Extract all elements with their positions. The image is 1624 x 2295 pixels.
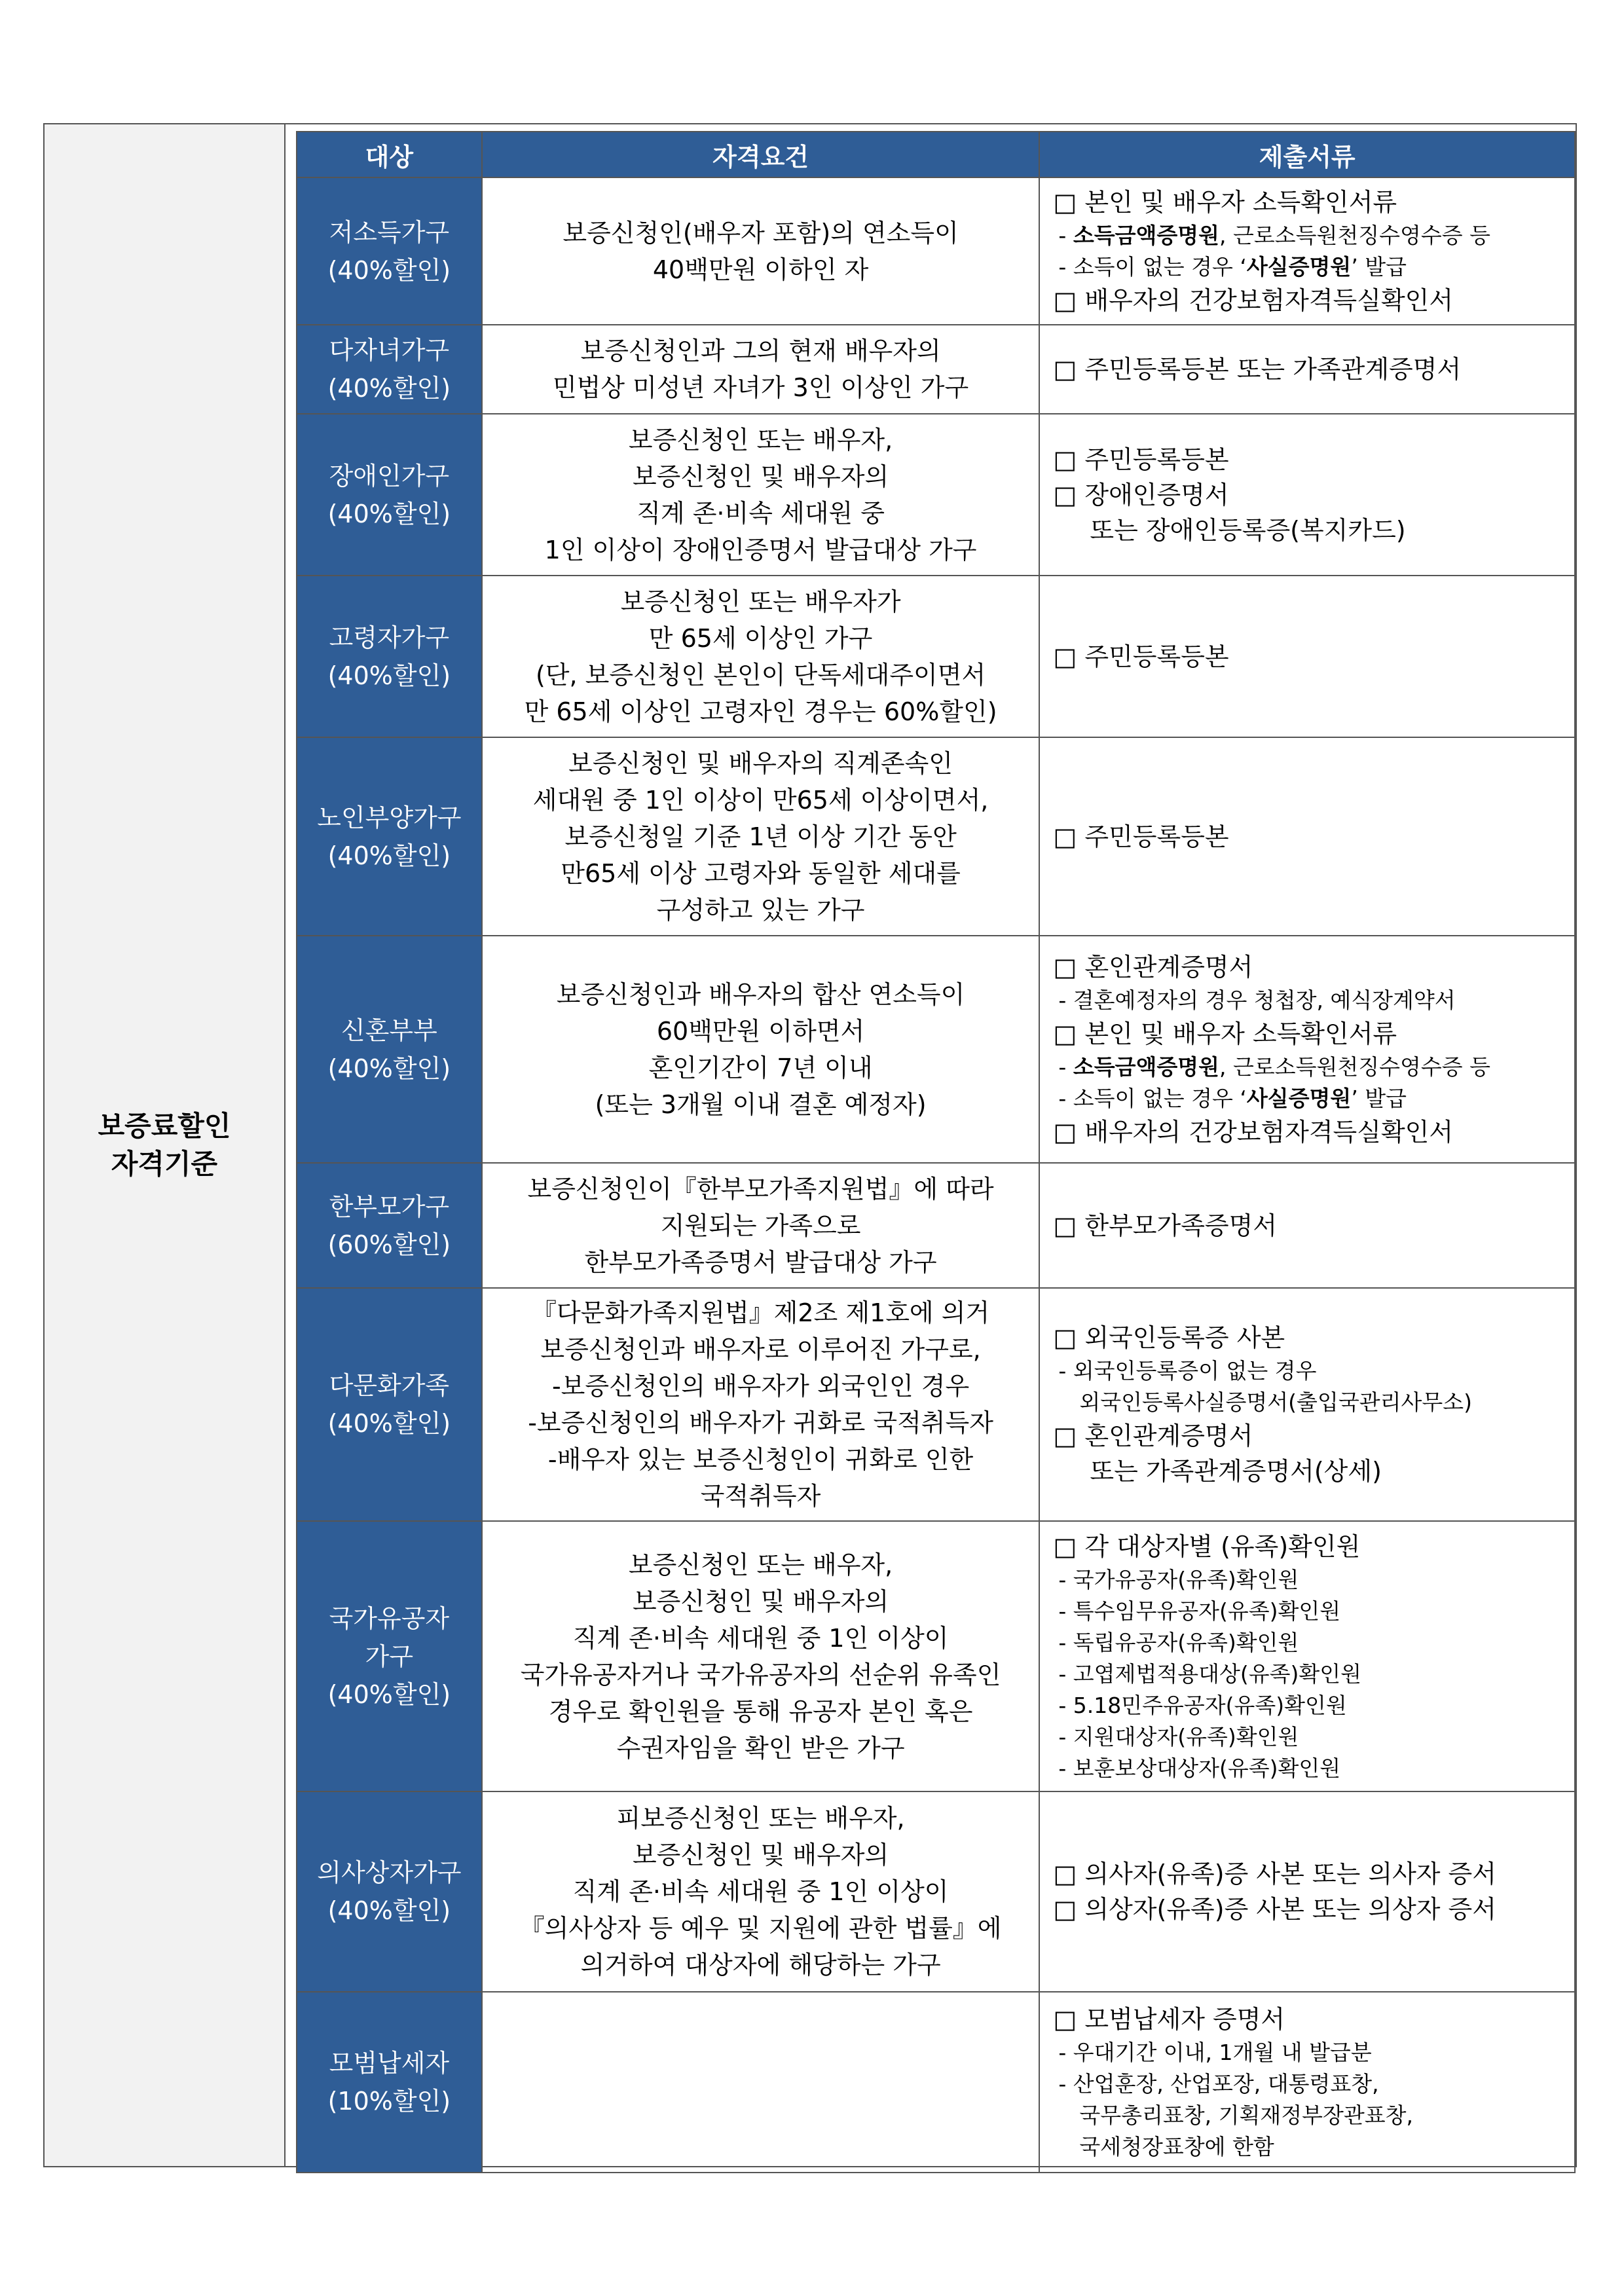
- target-label-line: 다자녀가구: [329, 336, 450, 365]
- document-checkbox-item: □ 본인 및 배우자 소득확인서류: [1053, 1019, 1397, 1048]
- document-checkbox-item: □ 주민등록등본 또는 가족관계증명서: [1053, 355, 1462, 384]
- requirement-cell: [482, 1992, 1040, 2173]
- requirement-line: 보증신청인 및 배우자의: [632, 1841, 889, 1869]
- requirement-cell: [482, 325, 1040, 414]
- documents-cell: [1039, 1163, 1575, 1288]
- document-detail-line: - 소득금액증명원, 근로소득원천징수영수증 등: [1058, 222, 1490, 248]
- requirement-line: 보증신청인 또는 배우자가: [620, 587, 901, 616]
- target-cell: [297, 936, 482, 1163]
- document-checkbox-item: □ 본인 및 배우자 소득확인서류: [1053, 187, 1397, 217]
- document-checkbox-item: □ 주민등록등본: [1053, 642, 1229, 671]
- document-detail-line: - 소득이 없는 경우 ‘사실증명원’ 발급: [1058, 1085, 1407, 1111]
- table-header-row: [297, 132, 1575, 177]
- requirement-cell: [482, 1163, 1040, 1288]
- table-row: [297, 1521, 1575, 1791]
- requirement-line: 구성하고 있는 가구: [656, 895, 865, 925]
- requirement-cell: [482, 1521, 1040, 1791]
- target-label-line: 모범납세자: [329, 2049, 450, 2078]
- requirement-line: 보증신청인 또는 배우자,: [628, 1550, 893, 1579]
- target-label-line: 고령자가구: [329, 623, 450, 652]
- documents-cell: [1039, 1288, 1575, 1521]
- target-label-line: 가구: [365, 1642, 414, 1671]
- requirement-line: 보증신청인과 배우자의 합산 연소득이: [556, 980, 965, 1009]
- requirement-line: 직계 존·비속 세대원 중: [637, 498, 885, 528]
- target-label-line: (40%할인): [327, 661, 451, 690]
- requirement-line: 지원되는 가족으로: [660, 1211, 861, 1240]
- target-cell: [297, 1992, 482, 2173]
- table-row: [297, 1992, 1575, 2173]
- document-checkbox-item: □ 배우자의 건강보험자격득실확인서: [1053, 1117, 1454, 1147]
- target-label-line: (40%할인): [327, 1409, 451, 1438]
- target-label-line: (40%할인): [327, 841, 451, 870]
- requirement-line: 피보증신청인 또는 배우자,: [616, 1804, 905, 1833]
- target-label-line: 저소득가구: [329, 217, 450, 247]
- requirement-line: 국가유공자거나 국가유공자의 선순위 유족인: [520, 1660, 1001, 1689]
- side-title: 보증료할인 자격기준: [98, 1110, 231, 1180]
- document-detail-line: - 결혼예정자의 경우 청첩장, 예식장계약서: [1058, 987, 1456, 1013]
- target-label-line: 신혼부부: [341, 1016, 437, 1045]
- document-detail-line: 외국인등록사실증명서(출입국관리사무소): [1079, 1389, 1472, 1415]
- target-label-line: 의사상자가구: [317, 1858, 462, 1887]
- document-detail-line: - 산업훈장, 산업포장, 대통령표창,: [1058, 2071, 1379, 2097]
- target-label-line: (60%할인): [327, 1230, 451, 1259]
- target-cell: [297, 1288, 482, 1521]
- requirement-cell: [482, 936, 1040, 1163]
- requirement-line: 보증신청인 및 배우자의: [632, 462, 889, 491]
- requirement-line: 국적취득자: [700, 1482, 821, 1511]
- requirement-line: 혼인기간이 7년 이내: [648, 1053, 873, 1082]
- document-detail-line: 국세청장표창에 한함: [1079, 2134, 1274, 2159]
- table-row: [297, 177, 1575, 325]
- side-header-cell: [45, 124, 286, 2166]
- requirement-line: 만65세 이상 고령자와 동일한 세대를: [561, 858, 961, 888]
- document-checkbox-item: □ 배우자의 건강보험자격득실확인서: [1053, 285, 1454, 315]
- requirement-line: 보증신청인 또는 배우자,: [628, 425, 893, 454]
- documents-cell: [1039, 1992, 1575, 2173]
- target-label-line: 장애인가구: [329, 461, 450, 490]
- table-row: [297, 737, 1575, 936]
- documents-cell: [1039, 1521, 1575, 1791]
- requirement-cell: [482, 576, 1040, 737]
- table-row: [297, 414, 1575, 576]
- requirement-cell: [482, 414, 1040, 576]
- document-detail-line: - 보훈보상대상자(유족)확인원: [1058, 1755, 1341, 1781]
- requirement-line: 수권자임을 확인 받은 가구: [616, 1733, 905, 1763]
- target-label-line: 한부모가구: [329, 1192, 450, 1221]
- target-cell: [297, 325, 482, 414]
- document-detail-line: - 소득금액증명원, 근로소득원천징수영수증 등: [1058, 1054, 1490, 1080]
- requirement-line: (또는 3개월 이내 결혼 예정자): [595, 1090, 927, 1119]
- document-detail-line: 또는 장애인등록증(복지카드): [1090, 515, 1406, 545]
- requirement-line: 보증신청일 기준 1년 이상 기간 동안: [564, 822, 957, 851]
- documents-cell: [1039, 177, 1575, 325]
- target-cell: [297, 1521, 482, 1791]
- table-row: [297, 325, 1575, 414]
- requirement-line: -배우자 있는 보증신청인이 귀화로 인한: [547, 1445, 974, 1474]
- header-documents: 제출서류: [1039, 132, 1575, 177]
- document-detail-line: - 5.18민주유공자(유족)확인원: [1058, 1692, 1347, 1718]
- requirement-line: 직계 존·비속 세대원 중 1인 이상이: [572, 1877, 949, 1906]
- requirement-cell: [482, 1288, 1040, 1521]
- requirement-line: 보증신청인이『한부모가족지원법』에 따라: [527, 1174, 994, 1203]
- target-cell: [297, 576, 482, 737]
- document-detail-line: - 외국인등록증이 없는 경우: [1058, 1358, 1317, 1384]
- requirement-line: 한부모가족증명서 발급대상 가구: [584, 1247, 937, 1277]
- target-label-line: (40%할인): [327, 374, 451, 403]
- documents-cell: [1039, 576, 1575, 737]
- document-detail-line: - 지원대상자(유족)확인원: [1058, 1723, 1299, 1750]
- requirement-line: 보증신청인과 배우자로 이루어진 가구로,: [540, 1335, 981, 1364]
- table-row: [297, 576, 1575, 737]
- requirement-cell: [482, 177, 1040, 325]
- requirement-line: 『의사상자 등 예우 및 지원에 관한 법률』에: [519, 1914, 1002, 1943]
- target-label-line: (40%할인): [327, 255, 451, 285]
- requirement-line: 『다문화가족지원법』제2조 제1호에 의거: [532, 1298, 990, 1327]
- criteria-table-wrapper: [296, 131, 1576, 2173]
- target-cell: [297, 1791, 482, 1992]
- document-detail-line: 국무총리표창, 기획재정부장관표창,: [1079, 2102, 1414, 2128]
- table-row: [297, 936, 1575, 1163]
- requirement-line: -보증신청인의 배우자가 외국인인 경우: [551, 1372, 970, 1401]
- table-row: [297, 1288, 1575, 1521]
- target-label-line: 국가유공자: [329, 1604, 450, 1633]
- requirement-line: 만 65세 이상인 고령자인 경우는 60%할인): [524, 697, 997, 726]
- document-checkbox-item: □ 각 대상자별 (유족)확인원: [1053, 1532, 1361, 1561]
- target-label-line: 다문화가족: [329, 1371, 450, 1400]
- document-checkbox-item: □ 혼인관계증명서: [1053, 952, 1253, 982]
- table-row: [297, 1791, 1575, 1992]
- document-checkbox-item: □ 혼인관계증명서: [1053, 1422, 1253, 1450]
- documents-cell: [1039, 1791, 1575, 1992]
- documents-cell: [1039, 414, 1575, 576]
- document-detail-line: - 소득이 없는 경우 ‘사실증명원’ 발급: [1058, 253, 1407, 280]
- target-label-line: (10%할인): [327, 2087, 451, 2116]
- requirement-line: 60백만원 이하면서: [656, 1016, 865, 1046]
- table-row: [297, 1163, 1575, 1288]
- requirement-line: 세대원 중 1인 이상이 만65세 이상이면서,: [532, 785, 989, 815]
- header-target: 대상: [297, 132, 482, 177]
- target-label-line: (40%할인): [327, 1054, 451, 1083]
- document-checkbox-item: □ 한부모가족증명서: [1053, 1211, 1278, 1240]
- requirement-line: 민법상 미성년 자녀가 3인 이상인 가구: [552, 373, 969, 402]
- document-detail-line: - 국가유공자(유족)확인원: [1058, 1566, 1299, 1592]
- document-checkbox-item: □ 장애인증명서: [1053, 480, 1229, 509]
- requirement-line: 보증신청인과 그의 현재 배우자의: [580, 337, 941, 365]
- document-detail-line: - 고엽제법적용대상(유족)확인원: [1058, 1661, 1361, 1687]
- document-checkbox-item: □ 주민등록등본: [1053, 822, 1229, 851]
- document-checkbox-item: □ 외국인등록증 사본: [1053, 1323, 1285, 1352]
- documents-cell: [1039, 737, 1575, 936]
- requirement-line: 경우로 확인원을 통해 유공자 본인 혹은: [548, 1697, 973, 1726]
- criteria-table: [296, 131, 1576, 2173]
- target-label-line: (40%할인): [327, 1896, 451, 1925]
- documents-cell: [1039, 936, 1575, 1163]
- document-checkbox-item: □ 모범납세자 증명서: [1053, 2005, 1285, 2034]
- document-checkbox-item: □ 주민등록등본: [1053, 445, 1229, 474]
- requirement-line: 직계 존·비속 세대원 중 1인 이상이: [572, 1623, 949, 1653]
- requirement-line: (단, 보증신청인 본인이 단독세대주이면서: [535, 660, 986, 689]
- target-cell: [297, 177, 482, 325]
- requirement-line: 1인 이상이 장애인증명서 발급대상 가구: [544, 535, 977, 564]
- requirement-cell: [482, 737, 1040, 936]
- target-cell: [297, 414, 482, 576]
- document-detail-line: 또는 가족관계증명서(상세): [1090, 1457, 1382, 1486]
- document-checkbox-item: □ 의상자(유족)증 사본 또는 의상자 증서: [1053, 1895, 1496, 1924]
- target-label-line: 노인부양가구: [317, 803, 462, 832]
- target-label-line: (40%할인): [327, 499, 451, 528]
- target-label-line: (40%할인): [327, 1680, 451, 1709]
- requirement-line: 의거하여 대상자에 해당하는 가구: [580, 1951, 941, 1979]
- target-cell: [297, 1163, 482, 1288]
- requirement-line: 보증신청인 및 배우자의: [632, 1587, 889, 1616]
- requirement-cell: [482, 1791, 1040, 1992]
- document-detail-line: - 우대기간 이내, 1개월 내 발급분: [1058, 2040, 1372, 2065]
- requirement-line: -보증신청인의 배우자가 귀화로 국적취득자: [528, 1408, 993, 1437]
- documents-cell: [1039, 325, 1575, 414]
- header-requirement: 자격요건: [482, 132, 1040, 177]
- requirement-line: 만 65세 이상인 가구: [648, 623, 873, 653]
- requirement-line: 보증신청인 및 배우자의 직계존속인: [568, 748, 953, 778]
- requirement-line: 40백만원 이하인 자: [652, 255, 869, 284]
- outer-frame: [43, 123, 1577, 2167]
- target-cell: [297, 737, 482, 936]
- document-detail-line: - 특수임무유공자(유족)확인원: [1058, 1598, 1341, 1624]
- requirement-line: 보증신청인(배우자 포함)의 연소득이: [563, 218, 959, 248]
- document-checkbox-item: □ 의사자(유족)증 사본 또는 의사자 증서: [1053, 1860, 1496, 1888]
- document-detail-line: - 독립유공자(유족)확인원: [1058, 1629, 1299, 1655]
